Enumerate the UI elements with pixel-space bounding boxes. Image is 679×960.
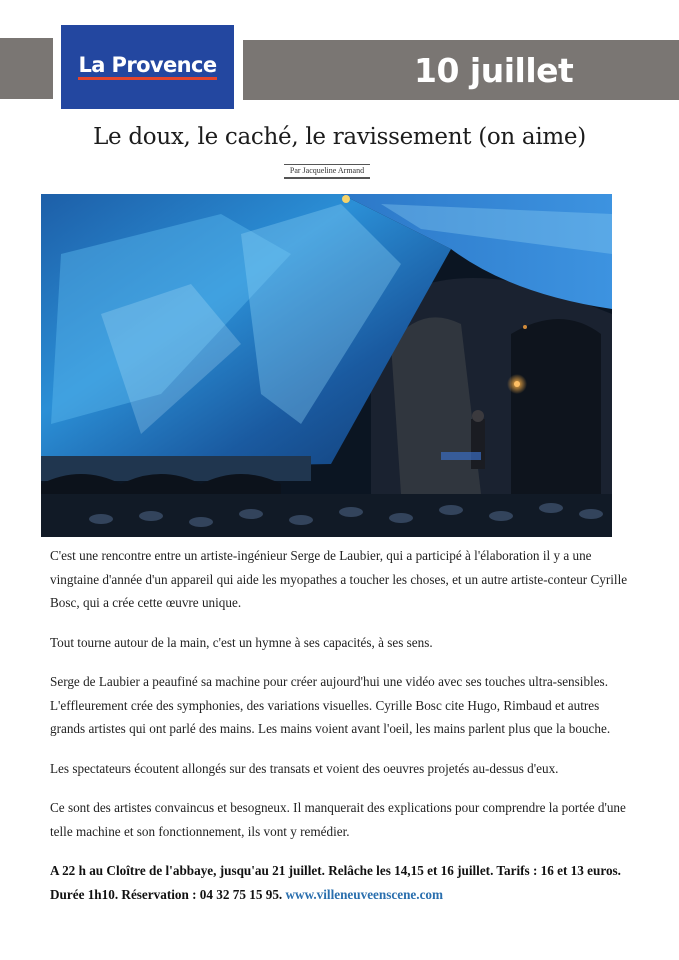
article-photo <box>41 194 612 537</box>
photo-illustration <box>41 194 612 537</box>
la-provence-logo <box>61 25 234 109</box>
article-body <box>50 544 630 922</box>
paragraph: Ce sont des artistes convaincus et besogneux. Il manquerait des explications pour comprendre la portée d'une telle machine et son fonctionnement, ils vont y remédier. <box>50 800 626 839</box>
article-byline: Par Jacqueline Armand <box>284 164 370 179</box>
event-info <box>50 859 630 906</box>
paragraph: Tout tourne autour de la main, c'est un hymne à ses capacités, à ses sens. <box>50 634 433 650</box>
issue-date: 10 juillet <box>414 51 574 90</box>
paragraph: Serge de Laubier a peaufiné sa machine pour créer aujourd'hui une vidéo avec ses touches ultra-sensibles. L'effleurement crée des symphonies, des variations visuelles. Cyrille Bosc cite Hugo, Rimbaud et autres grands artistes qui ont parlé des mains. Les mains voient avant l'oeil, les mains parlent plus que la bouche. <box>50 674 611 736</box>
event-info-text: A 22 h au Cloître de l'abbaye, jusqu'au 21 juillet. Relâche les 14,15 et 16 juillet. Tarifs : 16 et 13 euros. Durée 1h10. Réservation : 04 32 75 15 95. <box>50 863 621 902</box>
paragraph: C'est une rencontre entre un artiste-ingénieur Serge de Laubier, qui a participé à l'élaboration il y a une vingtaine d'année d'un appareil qui aide les myopathes a toucher les choses, et un autre artiste-conteur Cyrille Bosc, qui a crée cette œuvre unique. <box>50 548 628 610</box>
header-bar-left <box>0 38 53 99</box>
website-link[interactable]: www.villeneuveenscene.com <box>285 886 444 902</box>
article-headline: Le doux, le caché, le ravissement (on aime) <box>93 124 586 150</box>
paragraph: Les spectateurs écoutent allongés sur des transats et voient des oeuvres projetés au-dessus d'eux. <box>50 760 559 776</box>
logo-text: La Provence <box>78 54 216 80</box>
